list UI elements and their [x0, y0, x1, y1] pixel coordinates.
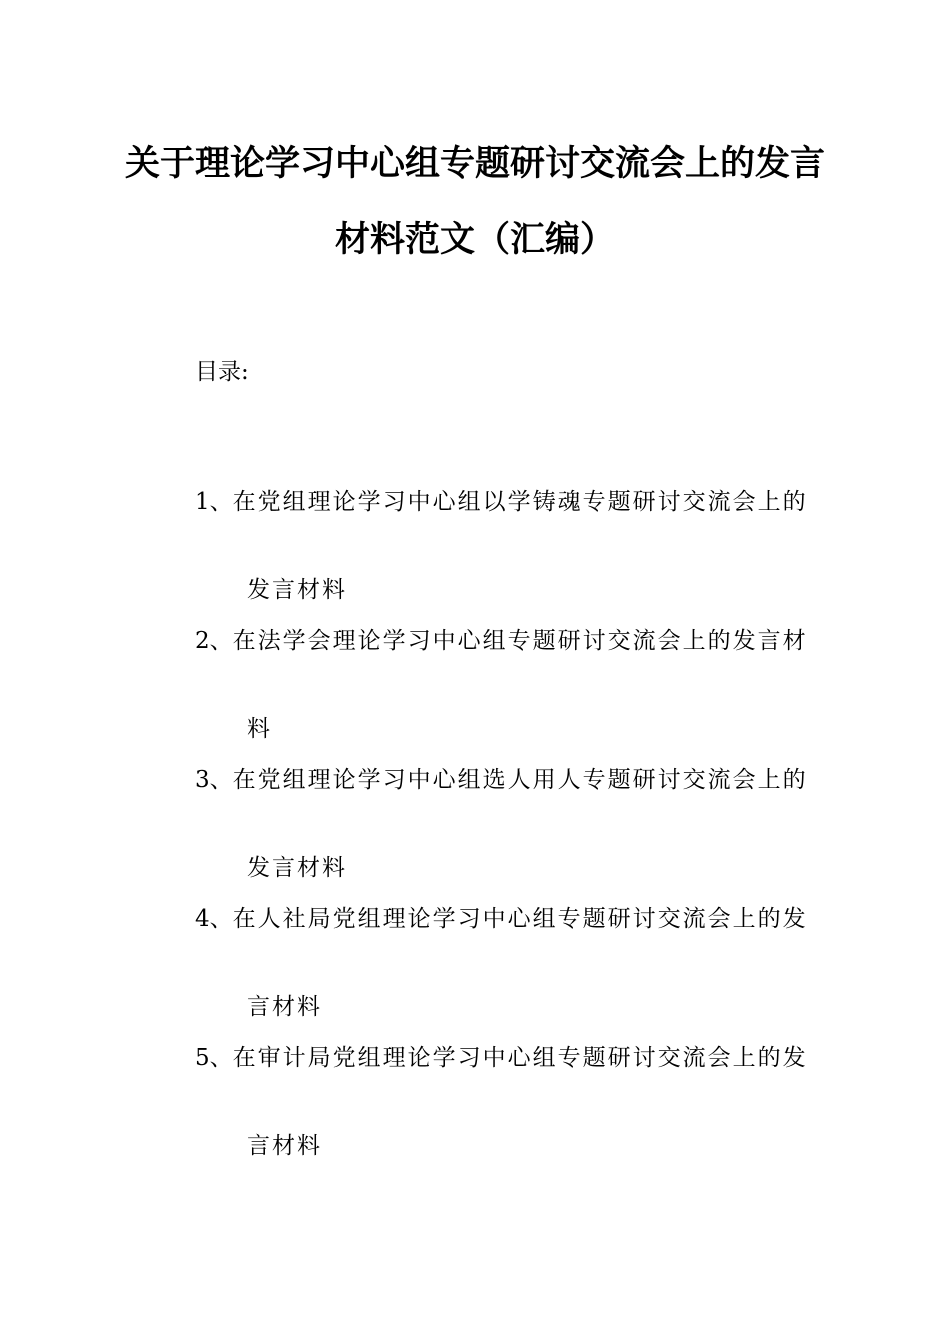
toc-item[interactable]	[195, 1043, 835, 1161]
toc-heading: 目录:	[195, 359, 249, 385]
toc-item-number: 1、	[195, 489, 233, 515]
document-title-line-2: 材料范文（汇编）	[334, 220, 615, 260]
toc-item-text-continued: 发言材料	[247, 855, 347, 881]
toc-item-text: 在审计局党组理论学习中心组专题研讨交流会上的发	[232, 1045, 808, 1071]
toc-item-text-continued: 言材料	[247, 994, 322, 1020]
toc-item[interactable]	[195, 487, 835, 605]
toc-item[interactable]	[195, 765, 835, 883]
toc-item-text: 在党组理论学习中心组以学铸魂专题研讨交流会上的	[232, 489, 808, 515]
toc-item-text: 在法学会理论学习中心组专题研讨交流会上的发言材	[232, 628, 808, 654]
toc-item-text: 在党组理论学习中心组选人用人专题研讨交流会上的	[232, 767, 808, 793]
toc-item-text: 在人社局党组理论学习中心组专题研讨交流会上的发	[232, 906, 808, 932]
toc-item-number: 5、	[195, 1045, 233, 1071]
toc-item-text-continued: 言材料	[247, 1133, 322, 1159]
toc-item-number: 3、	[195, 767, 233, 793]
toc-item-number: 2、	[195, 628, 233, 654]
toc-item[interactable]	[195, 904, 835, 1022]
toc-item-number: 4、	[195, 906, 233, 932]
toc-item-text-continued: 发言材料	[247, 577, 347, 603]
toc-item[interactable]	[195, 626, 835, 744]
document-title-line-1: 关于理论学习中心组专题研讨交流会上的发言	[124, 144, 825, 184]
toc-item-text-continued: 料	[247, 716, 272, 742]
